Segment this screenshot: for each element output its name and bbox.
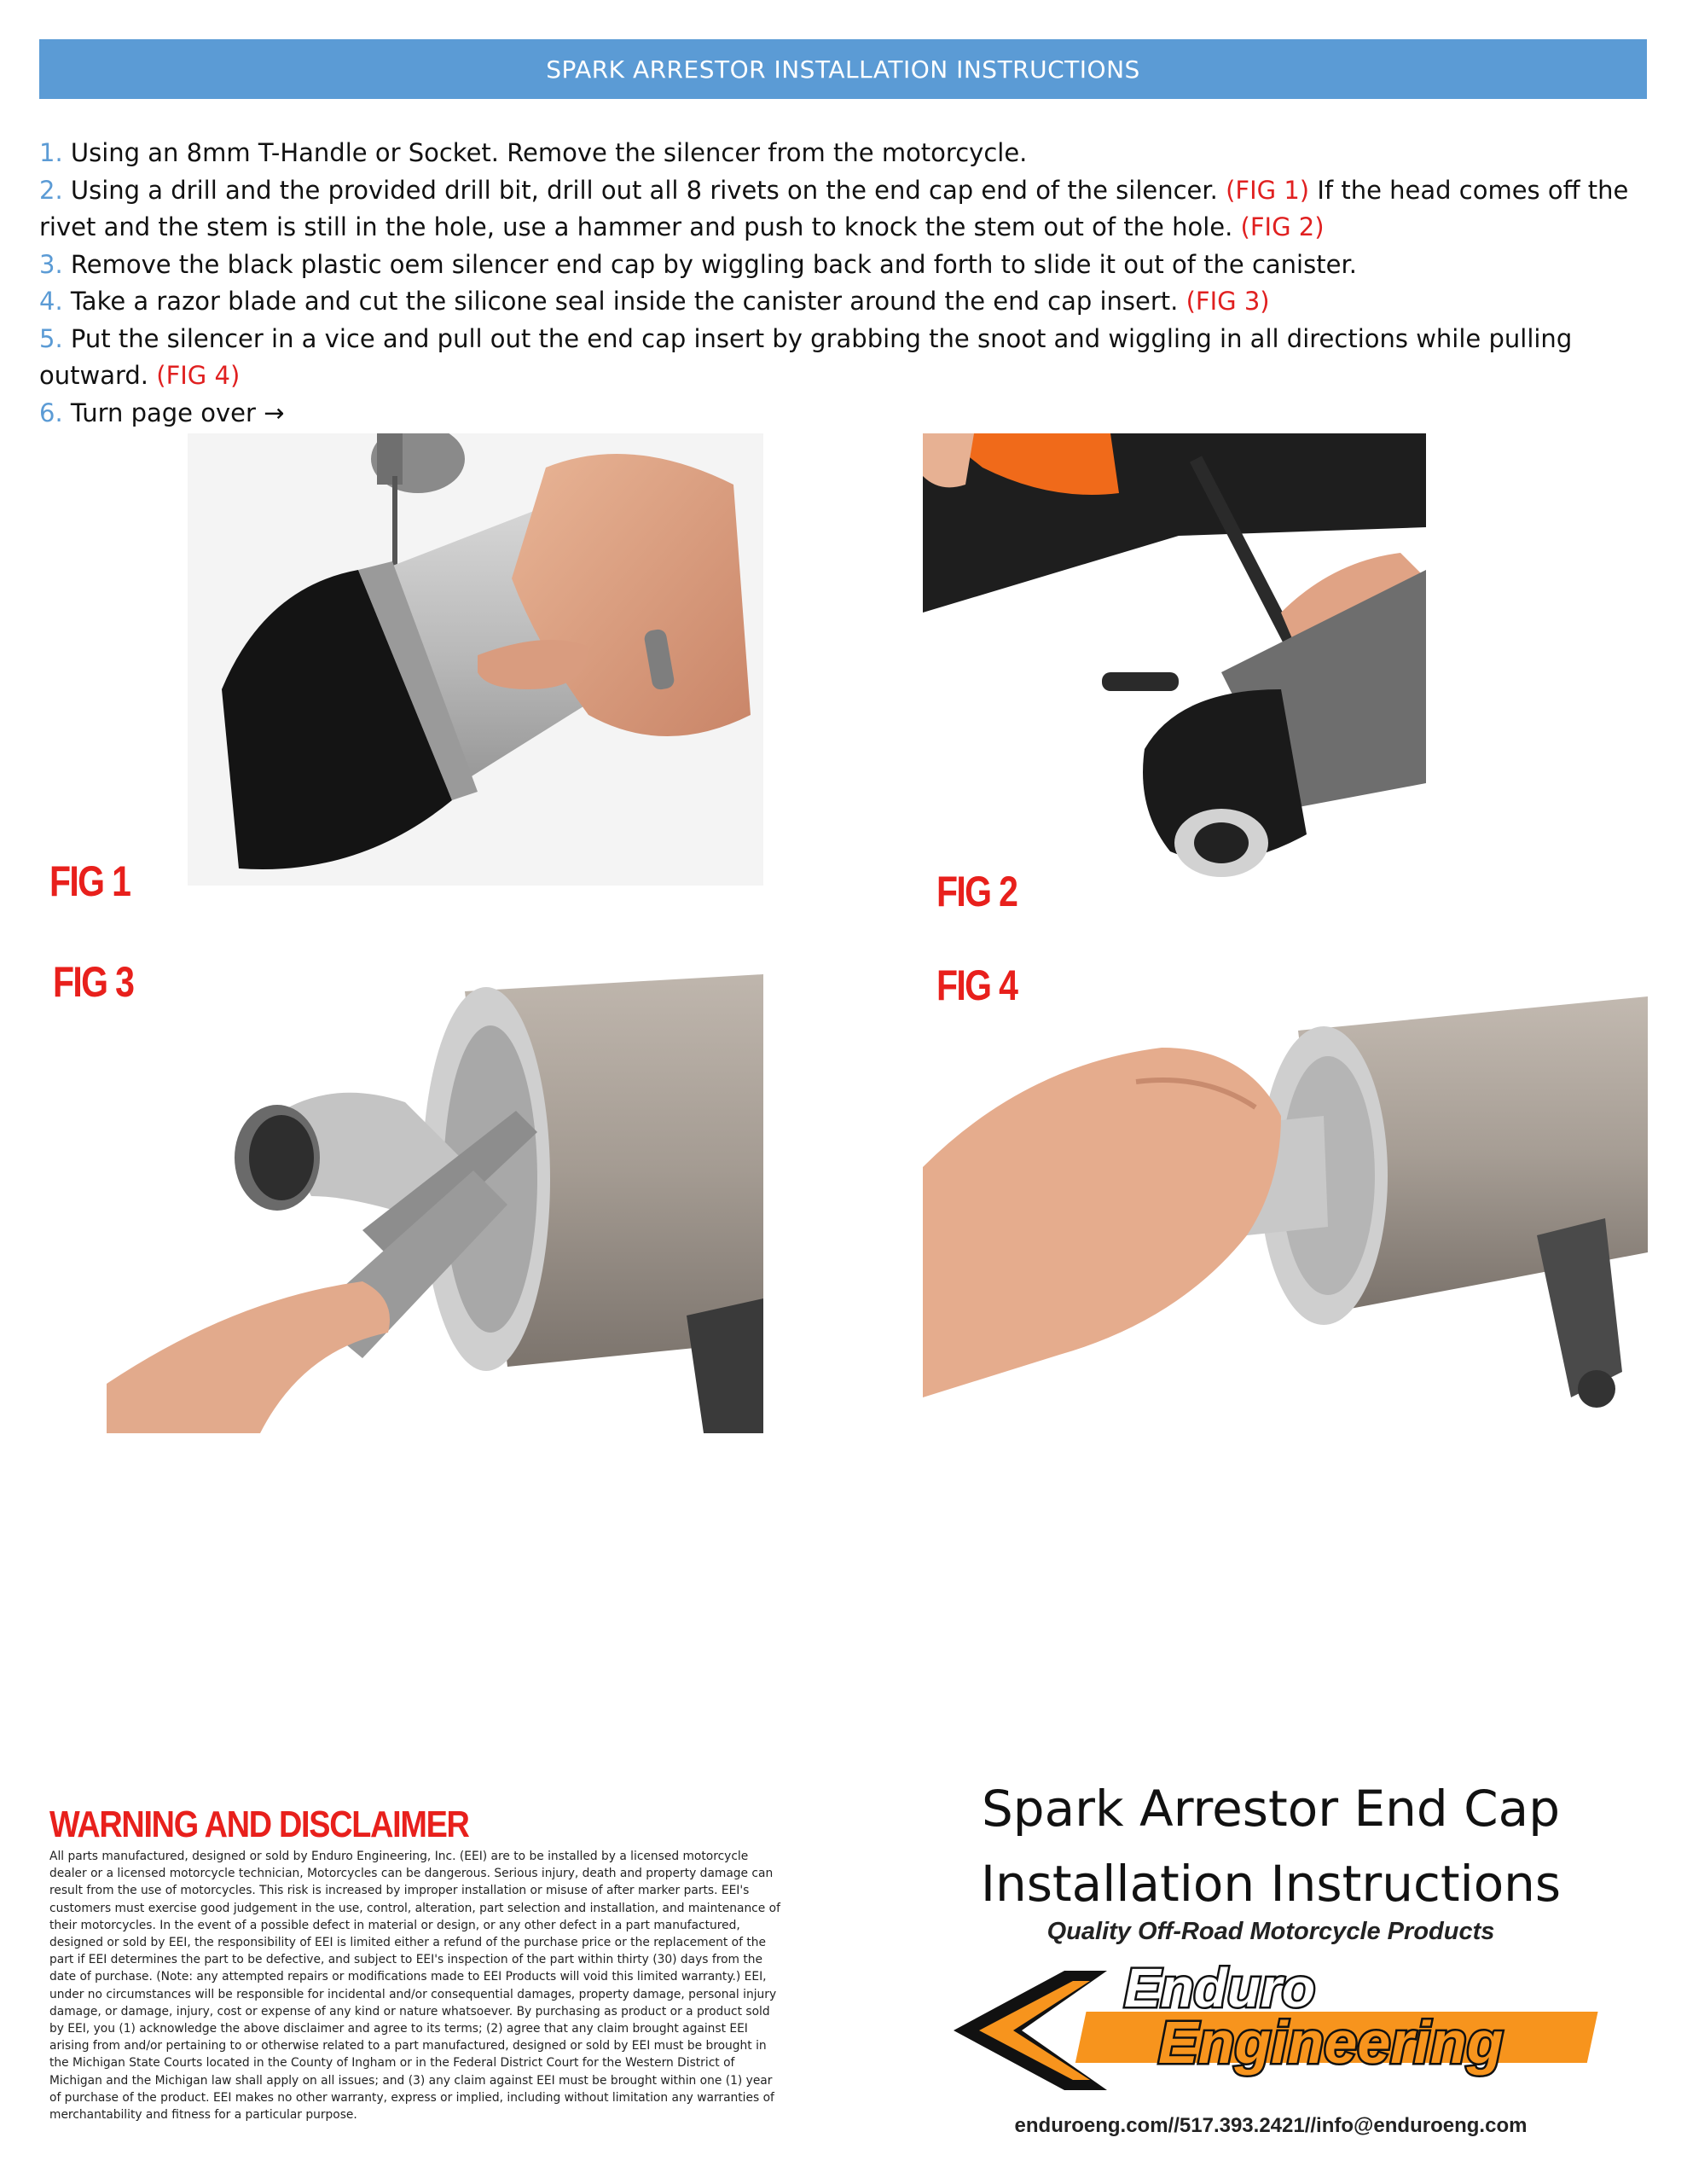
warning-heading: WARNING AND DISCLAIMER — [49, 1804, 469, 1845]
fig-3-photo — [107, 974, 763, 1433]
fig-reference: (FIG 3) — [1186, 287, 1270, 316]
fig-reference: (FIG 2) — [1240, 212, 1325, 241]
fig-1-label: FIG 1 — [49, 857, 130, 905]
product-title: Spark Arrestor End Cap Installation Instructions — [980, 1780, 1562, 1913]
fig-4-label: FIG 4 — [936, 961, 1017, 1009]
contact-info: enduroeng.com//517.393.2421//info@enduroeng.com — [1014, 2114, 1528, 2137]
step-3: 3. Remove the black plastic oem silencer end cap by wiggling back and forth to slide it out of the canister. — [39, 249, 1357, 279]
step-6: 6. Turn page over → — [39, 398, 285, 427]
logo-word-engineering: Engineering — [1158, 2009, 1504, 2076]
fig-3-label: FIG 3 — [53, 958, 134, 1006]
step-5: 5. Put the silencer in a vice and pull out the end cap insert by grabbing the snoot and wiggling in all directions while pulling outward. (FIG 4) — [39, 323, 1573, 390]
company-tagline: Quality Off-Road Motorcycle Products — [1046, 1918, 1495, 1945]
fig-reference: (FIG 1) — [1226, 175, 1310, 205]
step-2: 2. Using a drill and the provided drill bit, drill out all 8 rivets on the end cap end of the silencer. (FIG 1) If the head comes off the rivet and the stem is still in the hole, use a hammer and push to knock the stem out of the hole. (FIG 2) — [39, 175, 1629, 241]
fig-reference: (FIG 4) — [156, 361, 241, 390]
fig-2-photo — [923, 433, 1426, 886]
step-4: 4. Take a razor blade and cut the silicone seal inside the canister around the end cap insert. (FIG 3) — [39, 287, 1270, 316]
logo-word-enduro: Enduro — [1124, 1957, 1315, 2018]
fig-2-label: FIG 2 — [936, 868, 1017, 915]
step-1: 1. Using an 8mm T-Handle or Socket. Remove the silencer from the motorcycle. — [39, 138, 1028, 167]
warning-body: All parts manufactured, designed or sold by Enduro Engineering, Inc. (EEI) are to be installed by a licensed motorcycle dealer or a licensed motorcycle technician, Motorcycles can be dangerous. Serious injury, death and property damage can result from the use of motorcycles. This risk is increased by improper installation or misuse of after marker parts. EEI's customers must exercise good judgement in the use, control, alteration, part selection and installation, and maintenance of their motorcycles. In the event of a possible defect in material or design, or any other defect in a part manufactured, designed or sold by EEI, the responsibility of EEI is limited either a refund of the purchase price or the replacement of the part if EEI determines the part to be defective, and subject to EEI's inspection of the part within thirty (30) days from the date of purchase. (Note: any attempted repairs or modifications made to EEI Products will void this limited warranty.) EEI, under no circumstances will be responsible for incidental and/or consequential damages, property damage, personal injury damage, or damage, injury, cost or expense of any kind or nature whatsoever. By purchasing as product or a product sold by EEI, you (1) acknowledge the above disclaimer and agree to its terms; (2) agree that any claim brought against EEI arising from and/or pertaining to or otherwise related to a part manufactured, designed or sold by EEI must be brought in the Michigan State Courts located in the County of Ingham or in the Federal District Court for the Western District of Michigan and the Michigan law shall apply on all issues; and (3) any claim against EEI must be brought within one (1) year of purchase of the product. EEI makes no other warranty, express or implied, including without limitation any warranties of merchantability and fitness for a particular purpose. — [49, 1850, 780, 2123]
fig-4-photo — [923, 996, 1648, 1433]
instruction-steps — [39, 135, 1647, 432]
page-header — [39, 39, 1647, 99]
header-title: SPARK ARRESTOR INSTALLATION INSTRUCTIONS — [546, 55, 1140, 84]
enduro-engineering-logo — [945, 1954, 1610, 2104]
warning-disclaimer — [49, 1804, 783, 2123]
fig-1-photo — [188, 433, 763, 886]
